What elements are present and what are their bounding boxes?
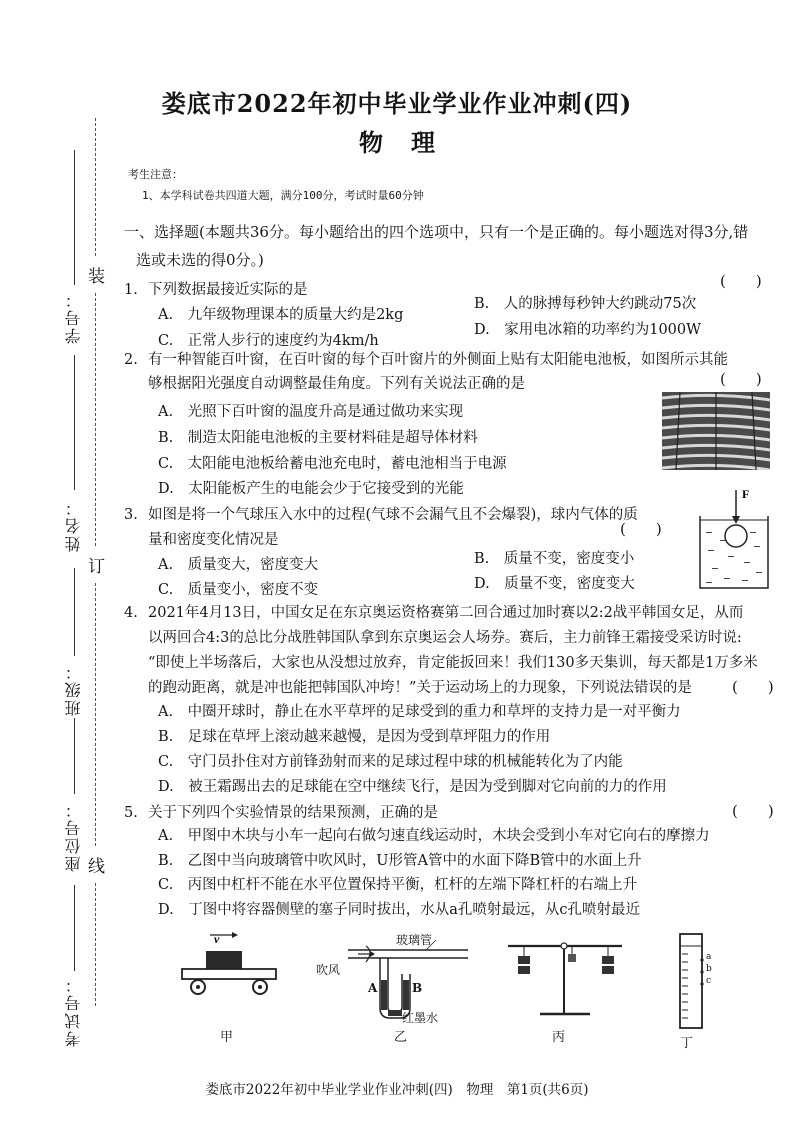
q3-answer-paren: ( ) [620,520,662,538]
q4-answer-paren: ( ) [732,678,774,696]
q4-number: 4. [124,605,138,621]
q1-option-c: C. 正常人步行的速度约为4km/h [158,333,379,349]
q3-option-a: A. 质量变大，密度变大 [158,557,319,573]
red-ink-label: 红墨水 [402,1011,439,1025]
q1-stem: 下列数据最接近实际的是 [148,282,308,298]
q4-stem-line4: 的跑动距离，就是冲也能把韩国队冲垮！”关于运动场上的力现象，下列说法错误的是 [148,680,692,696]
figure-yi-u-tube [318,928,468,1028]
binding-char-zhuang: 装 [88,258,105,291]
q5-option-a: A. 甲图中木块与小车一起向右做匀速直线运动时，木块会受到小车对它向右的摩擦力 [158,828,710,844]
class-label: 班级： [64,662,83,716]
solar-blinds-photo [662,392,770,470]
q3-option-c: C. 质量变小，密度不变 [158,582,319,598]
q5-option-b: B. 乙图中当向玻璃管中吹风时，U形管A管中的水面下降B管中的水面上升 [158,853,642,869]
q4-option-c: C. 守门员扑住对方前锋劲射而来的足球过程中球的机械能转化为了内能 [158,754,623,770]
figure-ding-cylinder [670,932,720,1032]
tube-a-label: A [368,981,378,995]
q4-option-a: A. 中圈开球时，静止在水平草坪的足球受到的重力和草坪的支持力是一对平衡力 [158,704,681,720]
figure-yi-caption: 乙 [394,1030,408,1045]
q2-option-b: B. 制造太阳能电池板的主要材料硅是超导体材料 [158,430,478,446]
exam-number-line [74,885,75,971]
q4-option-d: D. 被王霜踢出去的足球能在空中继续飞行，是因为受到脚对它向前的力的作用 [158,779,667,795]
q1-option-b: B. 人的脉搏每秒钟大约跳动75次 [474,296,697,312]
exam-title: 娄底市2022年初中毕业学业作业冲刺(四) [161,89,633,118]
q5-number: 5. [124,805,138,821]
q3-option-d: D. 质量不变，密度变大 [474,576,635,592]
q2-option-a: A. 光照下百叶窗的温度升高是通过做功来实现 [158,404,464,420]
hole-a-label: a [706,952,712,962]
q3-stem-line1: 如图是将一个气球压入水中的过程(气球不会漏气且不会爆裂)，球内气体的质 [148,507,638,523]
q4-stem-line2: 以两回合4:3的总比分战胜韩国队拿到东京奥运会人场券。赛后，主力前锋王霜接受采访时说: [148,630,742,646]
force-label: F [742,487,750,501]
velocity-label: v [214,932,220,946]
section-heading-cont: 选或未选的得0分。) [136,251,264,269]
q3-stem-line2: 量和密度变化情况是 [148,532,279,548]
q2-stem-line1: 有一种智能百叶窗，在百叶窗的每个百叶窗片的外侧面上贴有太阳能电池板，如图所示其能 [148,352,728,368]
q5-option-d: D. 丁图中将容器侧壁的塞子同时拔出，水从a孔喷射最远，从c孔喷射最近 [158,902,640,918]
seat-number-label: 座位号： [64,800,83,872]
figure-jia-cart [176,925,282,1005]
q5-stem: 关于下列四个实验情景的结果预测，正确的是 [148,805,438,821]
figure-ding-caption: 丁 [680,1036,694,1051]
q2-option-c: C. 太阳能电池板给蓄电池充电时，蓄电池相当于电源 [158,456,507,472]
figure-bing-lever [500,930,630,1022]
class-line [74,568,75,656]
tube-b-label: B [412,981,423,995]
figure-jia-caption: 甲 [220,1030,234,1045]
q5-option-c: C. 丙图中杠杆不能在水平位置保持平衡，杠杆的左端下降杠杆的右端上升 [158,877,638,893]
q2-answer-paren: ( ) [720,370,762,388]
name-label: 姓名： [64,498,83,552]
hole-b-label: b [706,964,712,974]
binding-char-ding: 订 [88,548,105,581]
section-heading: 一、选择题(本题共36分。每小题给出的四个选项中，只有一个是正确的。每小题选对得3分,错 [124,223,749,241]
binding-margin [0,0,130,1124]
q4-stem-line3: “即使上半场落后，大家也从没想过放弃，肯定能扳回来！我们130多天集训，每天都是1万多米 [148,655,758,671]
q1-option-a: A. 九年级物理课本的质量大约是2kg [158,307,404,323]
q1-answer-paren: ( ) [720,272,762,290]
q5-answer-paren: ( ) [732,802,774,820]
binding-char-xian: 线 [88,848,105,881]
exam-number-label: 考试号： [64,975,83,1047]
notice-heading: 考生注意： [128,168,183,181]
page-footer: 娄底市2022年初中毕业学业作业冲刺(四) 物理 第1页(共6页) [205,1082,589,1098]
q3-number: 3. [124,507,138,523]
name-line [74,355,75,490]
blow-label: 吹风 [316,963,341,977]
glass-tube-label: 玻璃管 [396,933,433,947]
balloon-in-water-figure [698,480,770,590]
q1-number: 1. [124,282,138,298]
q4-stem-line1: 2021年4月13日，中国女足在东京奥运资格赛第二回合通过加时赛以2:2战平韩国女足，从而 [148,605,744,621]
figure-bing-caption: 丙 [552,1030,566,1045]
student-id-line [74,150,75,285]
q2-option-d: D. 太阳能板产生的电能会少于它接受到的光能 [158,481,464,497]
q4-option-b: B. 足球在草坪上滚动越来越慢，是因为受到草坪阻力的作用 [158,729,551,745]
q2-stem-line2: 够根据阳光强度自动调整最佳角度。下列有关说法正确的是 [148,376,525,392]
seat-number-line [74,718,75,794]
notice-text: 1、本学科试卷共四道大题，满分100分，考试时量60分钟 [142,189,424,202]
q1-option-d: D. 家用电冰箱的功率约为1000W [474,322,702,338]
student-id-label: 学号： [64,290,83,344]
hole-c-label: c [706,976,712,986]
q2-number: 2. [124,352,138,368]
q3-option-b: B. 质量不变，密度变小 [474,551,635,567]
subject-title: 物理 [359,128,463,157]
